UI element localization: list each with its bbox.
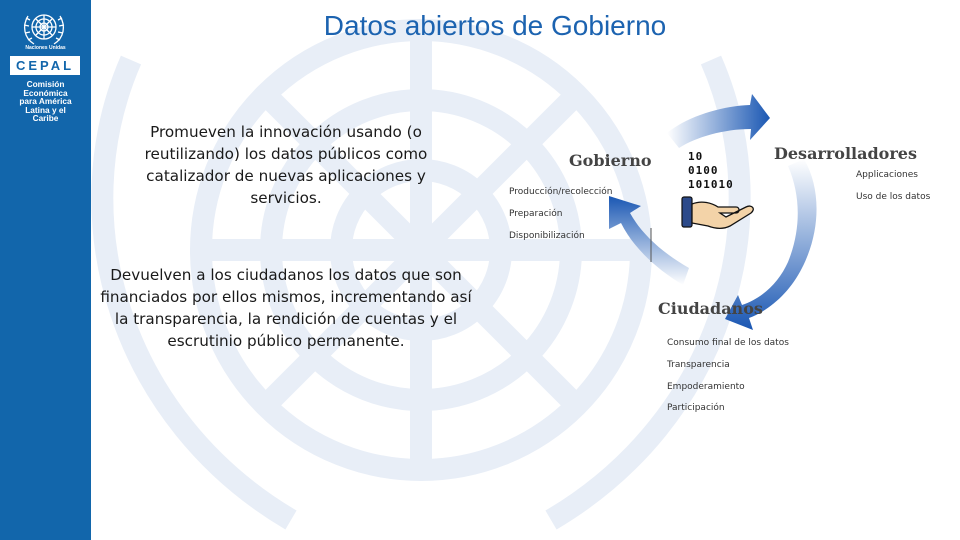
node-ciudadanos: Ciudadanos <box>658 299 763 318</box>
ciudadanos-item: Empoderamiento <box>667 382 745 392</box>
un-caption: Naciones Unidas <box>25 45 66 51</box>
cepal-name-line: Caribe <box>32 113 59 124</box>
cycle-arrow-icon <box>667 94 770 148</box>
desarrolladores-item: Applicaciones <box>856 170 918 180</box>
ciudadanos-item: Consumo final de los datos <box>667 338 789 348</box>
cepal-name-line: para América <box>19 96 72 107</box>
paragraph-innovation: Promueven la innovación usando (o reutilizando) los datos públicos como catalizador de nuevas aplicaciones y servicios. <box>144 123 428 207</box>
node-gobierno: Gobierno <box>569 151 652 170</box>
cepal-name-line: Latina y el <box>25 104 66 115</box>
gobierno-item: Producción/recolección <box>509 187 613 197</box>
node-desarrolladores: Desarrolladores <box>774 144 917 163</box>
ciudadanos-item: Participación <box>667 403 725 413</box>
cepal-name-line: Económica <box>23 87 68 98</box>
cepal-name-line: Comisión <box>26 79 65 89</box>
hand-holding-data-icon <box>680 195 758 231</box>
cycle-arrow-icon <box>609 196 689 285</box>
gobierno-item: Preparación <box>509 209 563 219</box>
ciudadanos-item: Transparencia <box>667 360 730 370</box>
binary-data-graphic <box>688 150 768 192</box>
paragraph-transparency: Devuelven a los ciudadanos los datos que son financiados por ellos mismos, incrementando así la transparencia, la rendición de cuentas y el escrutinio público permanente. <box>100 266 472 350</box>
binary-line: 10 <box>688 150 704 163</box>
binary-line: 101010 <box>688 178 734 191</box>
binary-line: 0100 <box>688 164 719 177</box>
gobierno-item: Disponibilización <box>509 231 585 241</box>
cepal-logo: CEPAL <box>10 56 80 75</box>
slide-title: Datos abiertos de Gobierno <box>323 10 667 41</box>
desarrolladores-item: Uso de los datos <box>856 192 931 202</box>
